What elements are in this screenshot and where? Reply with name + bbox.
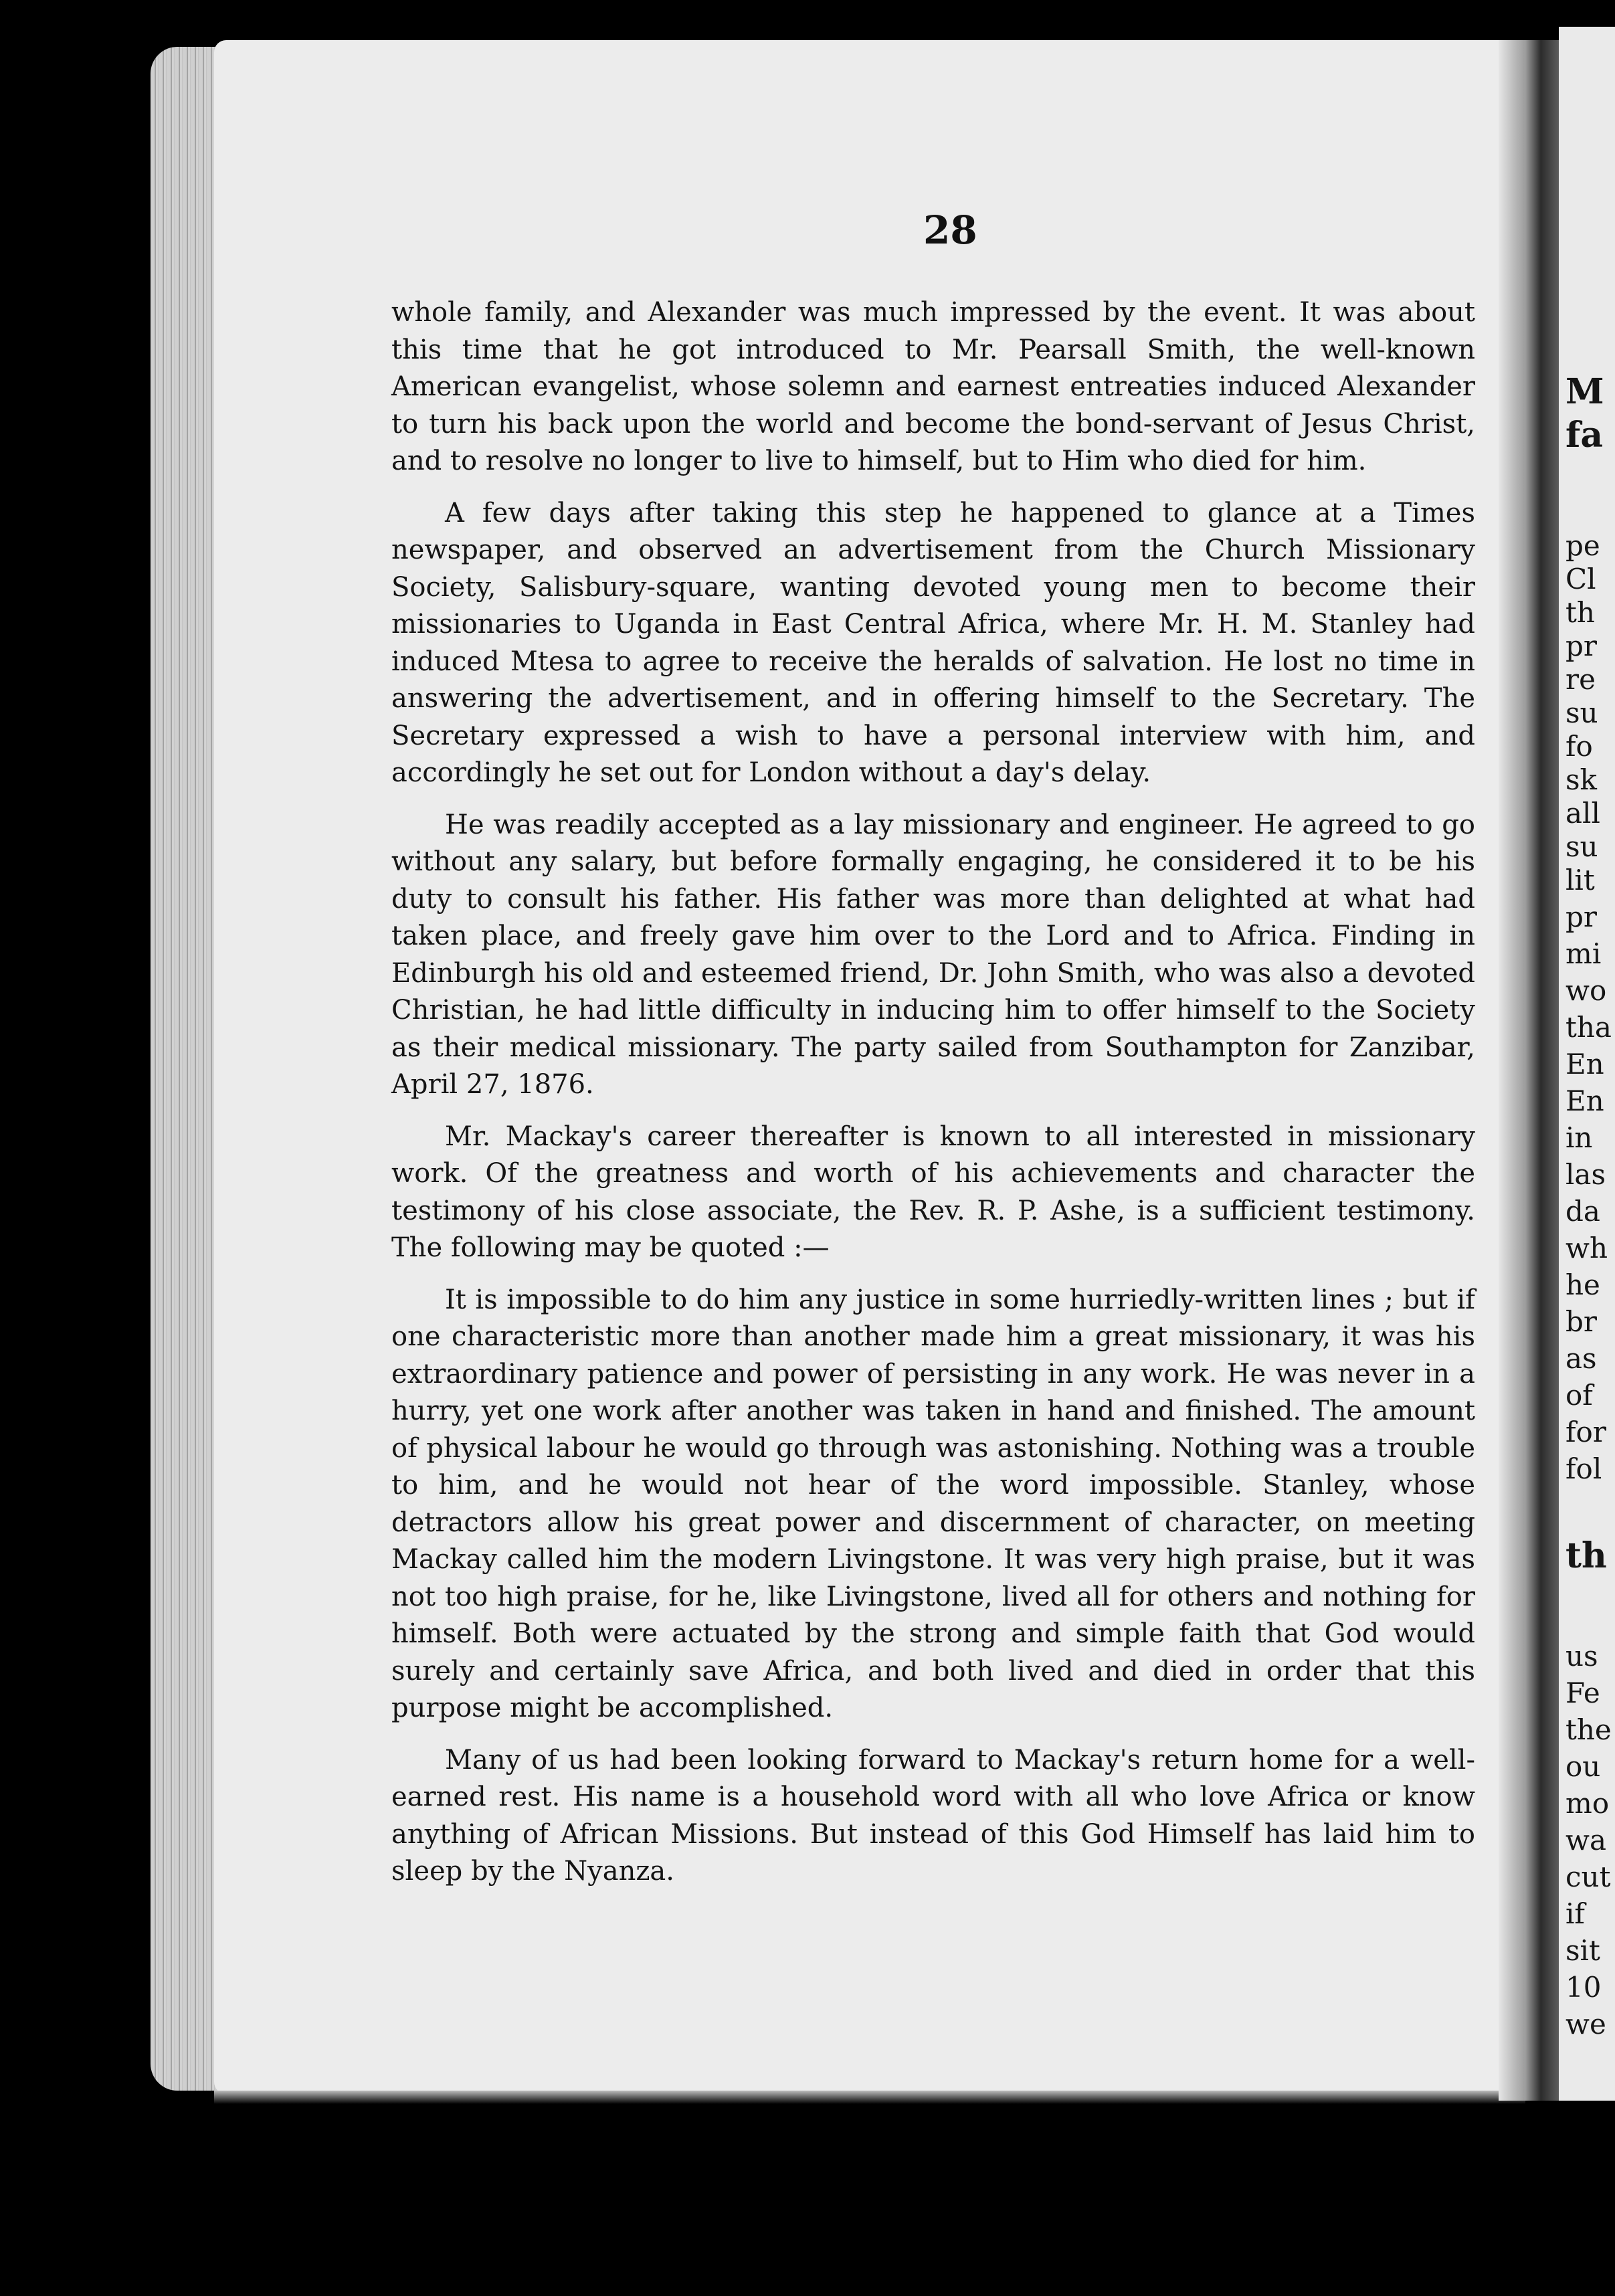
right-page-fragment: pe (1565, 529, 1600, 562)
paragraph: He was readily accepted as a lay missionary and engineer. He agreed to go without any salary, but before formally engaging, he considered it to be his duty to consult his father. His father was more than delighted at what had taken place, and freely gave him over to the Lord and to Africa. Finding in Edinburgh his old and esteemed friend, Dr. John Smith, who was also a devoted Christian, he had little difficulty in inducing him to offer himself to the Society as their medical missionary. The party sailed from Southampton for Zanzibar, April 27, 1876. (391, 809, 1475, 1100)
paragraph: A few days after taking this step he happened to glance at a Times newspaper, and observed an advertisement from the Church Missionary Society, Salisbury-square, wanting devoted young men to become their missionaries to Uganda in East Central Africa, where Mr. H. M. Stanley had induced Mtesa to agree to receive the heralds of salvation. He lost no time in answering the advertisement, and in offering himself to the Secretary. The Secretary expressed a wish to have a personal interview with him, and accordingly he set out for London without a day's delay. (391, 497, 1475, 788)
right-page-fragment: 10 (1565, 1971, 1602, 2004)
right-page-fragment: all (1565, 797, 1600, 830)
page-bottom-edge (214, 2091, 1525, 2104)
right-page-fragment: tha (1565, 1011, 1612, 1044)
right-page-fragment: th (1565, 596, 1595, 629)
right-page-fragment: lit (1565, 864, 1595, 896)
right-page-fragment: wo (1565, 974, 1607, 1007)
right-page-fragment: fol (1565, 1452, 1602, 1485)
right-page-fragment: ou (1565, 1750, 1601, 1783)
right-page-fragment: M (1565, 371, 1604, 412)
right-page-fragment: da (1565, 1195, 1600, 1228)
right-page-fragment: if (1565, 1897, 1585, 1930)
right-page-fragment: Fe (1565, 1677, 1600, 1709)
right-page-fragment: sk (1565, 763, 1598, 796)
right-page-fragment: pr (1565, 900, 1597, 933)
paragraph: Many of us had been looking forward to Mackay's return home for a well-earned rest. His name is a household word with all who love Africa or know anything of African Missions. But instead of this God Himself has laid him to sleep by the Nyanza. (391, 1744, 1475, 1887)
right-page-fragment: br (1565, 1305, 1597, 1338)
right-page-fragment: En (1565, 1048, 1604, 1080)
right-page-fragment: we (1565, 2008, 1606, 2040)
right-page-fragment: mi (1565, 937, 1602, 970)
right-page-fragment: the (1565, 1713, 1612, 1746)
right-page-fragment: in (1565, 1121, 1593, 1154)
right-page-fragment: fa (1565, 415, 1604, 456)
right-page-fragment: wa (1565, 1824, 1606, 1856)
right-page-fragment: us (1565, 1640, 1598, 1672)
right-page-fragment: wh (1565, 1232, 1608, 1264)
right-page-fragment: En (1565, 1084, 1604, 1117)
right-page-fragment: Cl (1565, 563, 1596, 595)
right-page-fragment: re (1565, 663, 1596, 696)
right-page-fragment: sit (1565, 1934, 1600, 1967)
right-page-fragment: he (1565, 1268, 1600, 1301)
right-page-fragment: for (1565, 1416, 1606, 1448)
quoted-paragraph: It is impossible to do him any justice in some hurriedly-written lines ; but if one characteristic more than another made him a great missionary, it was his extraordinary patience and power of persisting in any work. He was never in a hurry, yet one work after another was taken in hand and finished. The amount of physical labour he would go through was astonishing. Nothing was a trouble to him, and he would not hear of the word impossible. Stanley, whose detractors allow his great power and discernment of character, on meeting Mackay called him the modern Livingstone. It was very high praise, but it was not too high praise, for he, like Livingstone, lived all for others and nothing for himself. Both were actuated by the strong and simple faith that God would surely and certainly save Africa, and both lived and died in order that this purpose might be accomplished. (391, 1284, 1475, 1723)
paragraph: whole family, and Alexander was much impressed by the event. It was about this time that he got introduced to Mr. Pearsall Smith, the well-known American evangelist, whose solemn and earnest entreaties induced Alexander to turn his back upon the world and become the bond-servant of Jesus Christ, and to resolve no longer to live to himself, but to Him who died for him. (391, 297, 1475, 476)
right-page-fragment: cut (1565, 1860, 1611, 1893)
right-page-fragment: mo (1565, 1787, 1610, 1820)
body-text (391, 294, 1475, 1905)
right-page-fragment: pr (1565, 630, 1597, 662)
page-number: 28 (923, 207, 977, 253)
right-page-fragment: as (1565, 1342, 1597, 1375)
right-page-fragment: fo (1565, 730, 1593, 763)
right-page-fragment: th (1565, 1535, 1607, 1576)
right-page-fragment: su (1565, 830, 1598, 863)
book-gutter (1499, 40, 1559, 2101)
right-page-fragment: of (1565, 1379, 1593, 1412)
paragraph: Mr. Mackay's career thereafter is known to all interested in missionary work. Of the greatness and worth of his achievements and character the testimony of his close associate, the Rev. R. P. Ashe, is a sufficient testimony. The following may be quoted :— (391, 1121, 1475, 1263)
right-page-edge (1559, 27, 1615, 2101)
right-page-fragment: las (1565, 1158, 1606, 1191)
right-page-fragment: su (1565, 696, 1598, 729)
